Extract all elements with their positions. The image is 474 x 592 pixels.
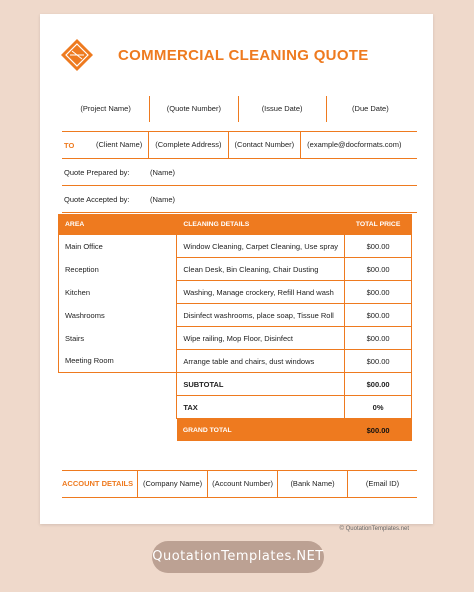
details-column-header: CLEANING DETAILS [177,214,345,235]
tax-value[interactable]: 0% [345,396,412,419]
details-cell[interactable]: Wipe railing, Mop Floor, Disinfect [177,327,345,350]
details-cell[interactable]: Clean Desk, Bin Cleaning, Chair Dusting [177,258,345,281]
price-cell[interactable]: $00.00 [345,281,412,304]
details-cell[interactable]: Window Cleaning, Carpet Cleaning, Use spray [177,235,345,258]
table-row [59,281,412,304]
area-column-header: AREA [59,214,177,235]
contact-number-field[interactable]: (Contact Number) [229,132,302,158]
table-row [59,304,412,327]
address-field[interactable]: (Complete Address) [149,132,228,158]
subtotal-value[interactable]: $00.00 [345,373,412,396]
empty-cell [59,419,177,442]
grand-total-value[interactable]: $00.00 [345,419,412,442]
email-id-field[interactable]: (Email ID) [365,479,400,488]
cleaning-items-table [58,214,412,441]
price-column-header: TOTAL PRICE [345,214,412,235]
grand-total-row [59,419,412,442]
area-cell[interactable]: Reception [59,258,177,281]
project-name-field[interactable]: (Project Name) [62,96,150,122]
account-number-field[interactable]: (Account Number) [208,471,278,497]
tax-label: TAX [177,396,345,419]
accepted-by-name-field[interactable]: (Name) [150,195,176,204]
empty-cell [59,373,177,396]
accepted-by-row [62,187,417,213]
prepared-by-label: Quote Prepared by: [64,168,130,177]
subtotal-row [59,373,412,396]
prepared-by-row [62,160,417,186]
area-cell[interactable]: Kitchen [59,281,177,304]
accepted-by-label: Quote Accepted by: [64,195,130,204]
details-cell[interactable]: Arrange table and chairs, dust windows [177,350,345,373]
table-row [59,235,412,258]
quote-number-field[interactable]: (Quote Number) [150,96,238,122]
area-cell[interactable]: Main Office [59,235,177,258]
price-cell[interactable]: $00.00 [345,350,412,373]
table-row [59,350,412,373]
subtotal-label: SUBTOTAL [177,373,345,396]
copyright-credit: © QuotationTemplates.net [339,526,409,532]
area-cell[interactable]: Washrooms [59,304,177,327]
bank-name-field[interactable]: (Bank Name) [278,471,348,497]
grand-total-label: GRAND TOTAL [177,419,345,442]
area-cell[interactable]: Meeting Room [59,350,177,373]
area-cell[interactable]: Stairs [59,327,177,350]
price-cell[interactable]: $00.00 [345,327,412,350]
table-row [59,327,412,350]
tax-row [59,396,412,419]
prepared-by-name-field[interactable]: (Name) [150,168,176,177]
client-name-field[interactable]: (Client Name) [90,132,149,158]
email-field[interactable]: (example@docformats.com) [307,140,402,149]
details-cell[interactable]: Disinfect washrooms, place soap, Tissue Roll [177,304,345,327]
price-cell[interactable]: $00.00 [345,304,412,327]
table-row [59,258,412,281]
account-details-label: ACCOUNT DETAILS [62,471,138,497]
details-cell[interactable]: Washing, Manage crockery, Refill Hand wash [177,281,345,304]
empty-cell [59,396,177,419]
due-date-field[interactable]: (Due Date) [352,104,389,113]
quote-meta-row [62,96,414,122]
to-label: TO [64,140,75,150]
account-details-row [62,470,417,498]
recipient-row [62,131,417,159]
price-cell[interactable]: $00.00 [345,258,412,281]
table-header-row [59,214,412,235]
site-badge[interactable]: QuotationTemplates.NET [152,541,324,573]
company-name-field[interactable]: (Company Name) [138,471,208,497]
price-cell[interactable]: $00.00 [345,235,412,258]
diamond-logo-icon [60,38,94,72]
issue-date-field[interactable]: (Issue Date) [239,96,327,122]
document-title: COMMERCIAL CLEANING QUOTE [118,47,369,64]
